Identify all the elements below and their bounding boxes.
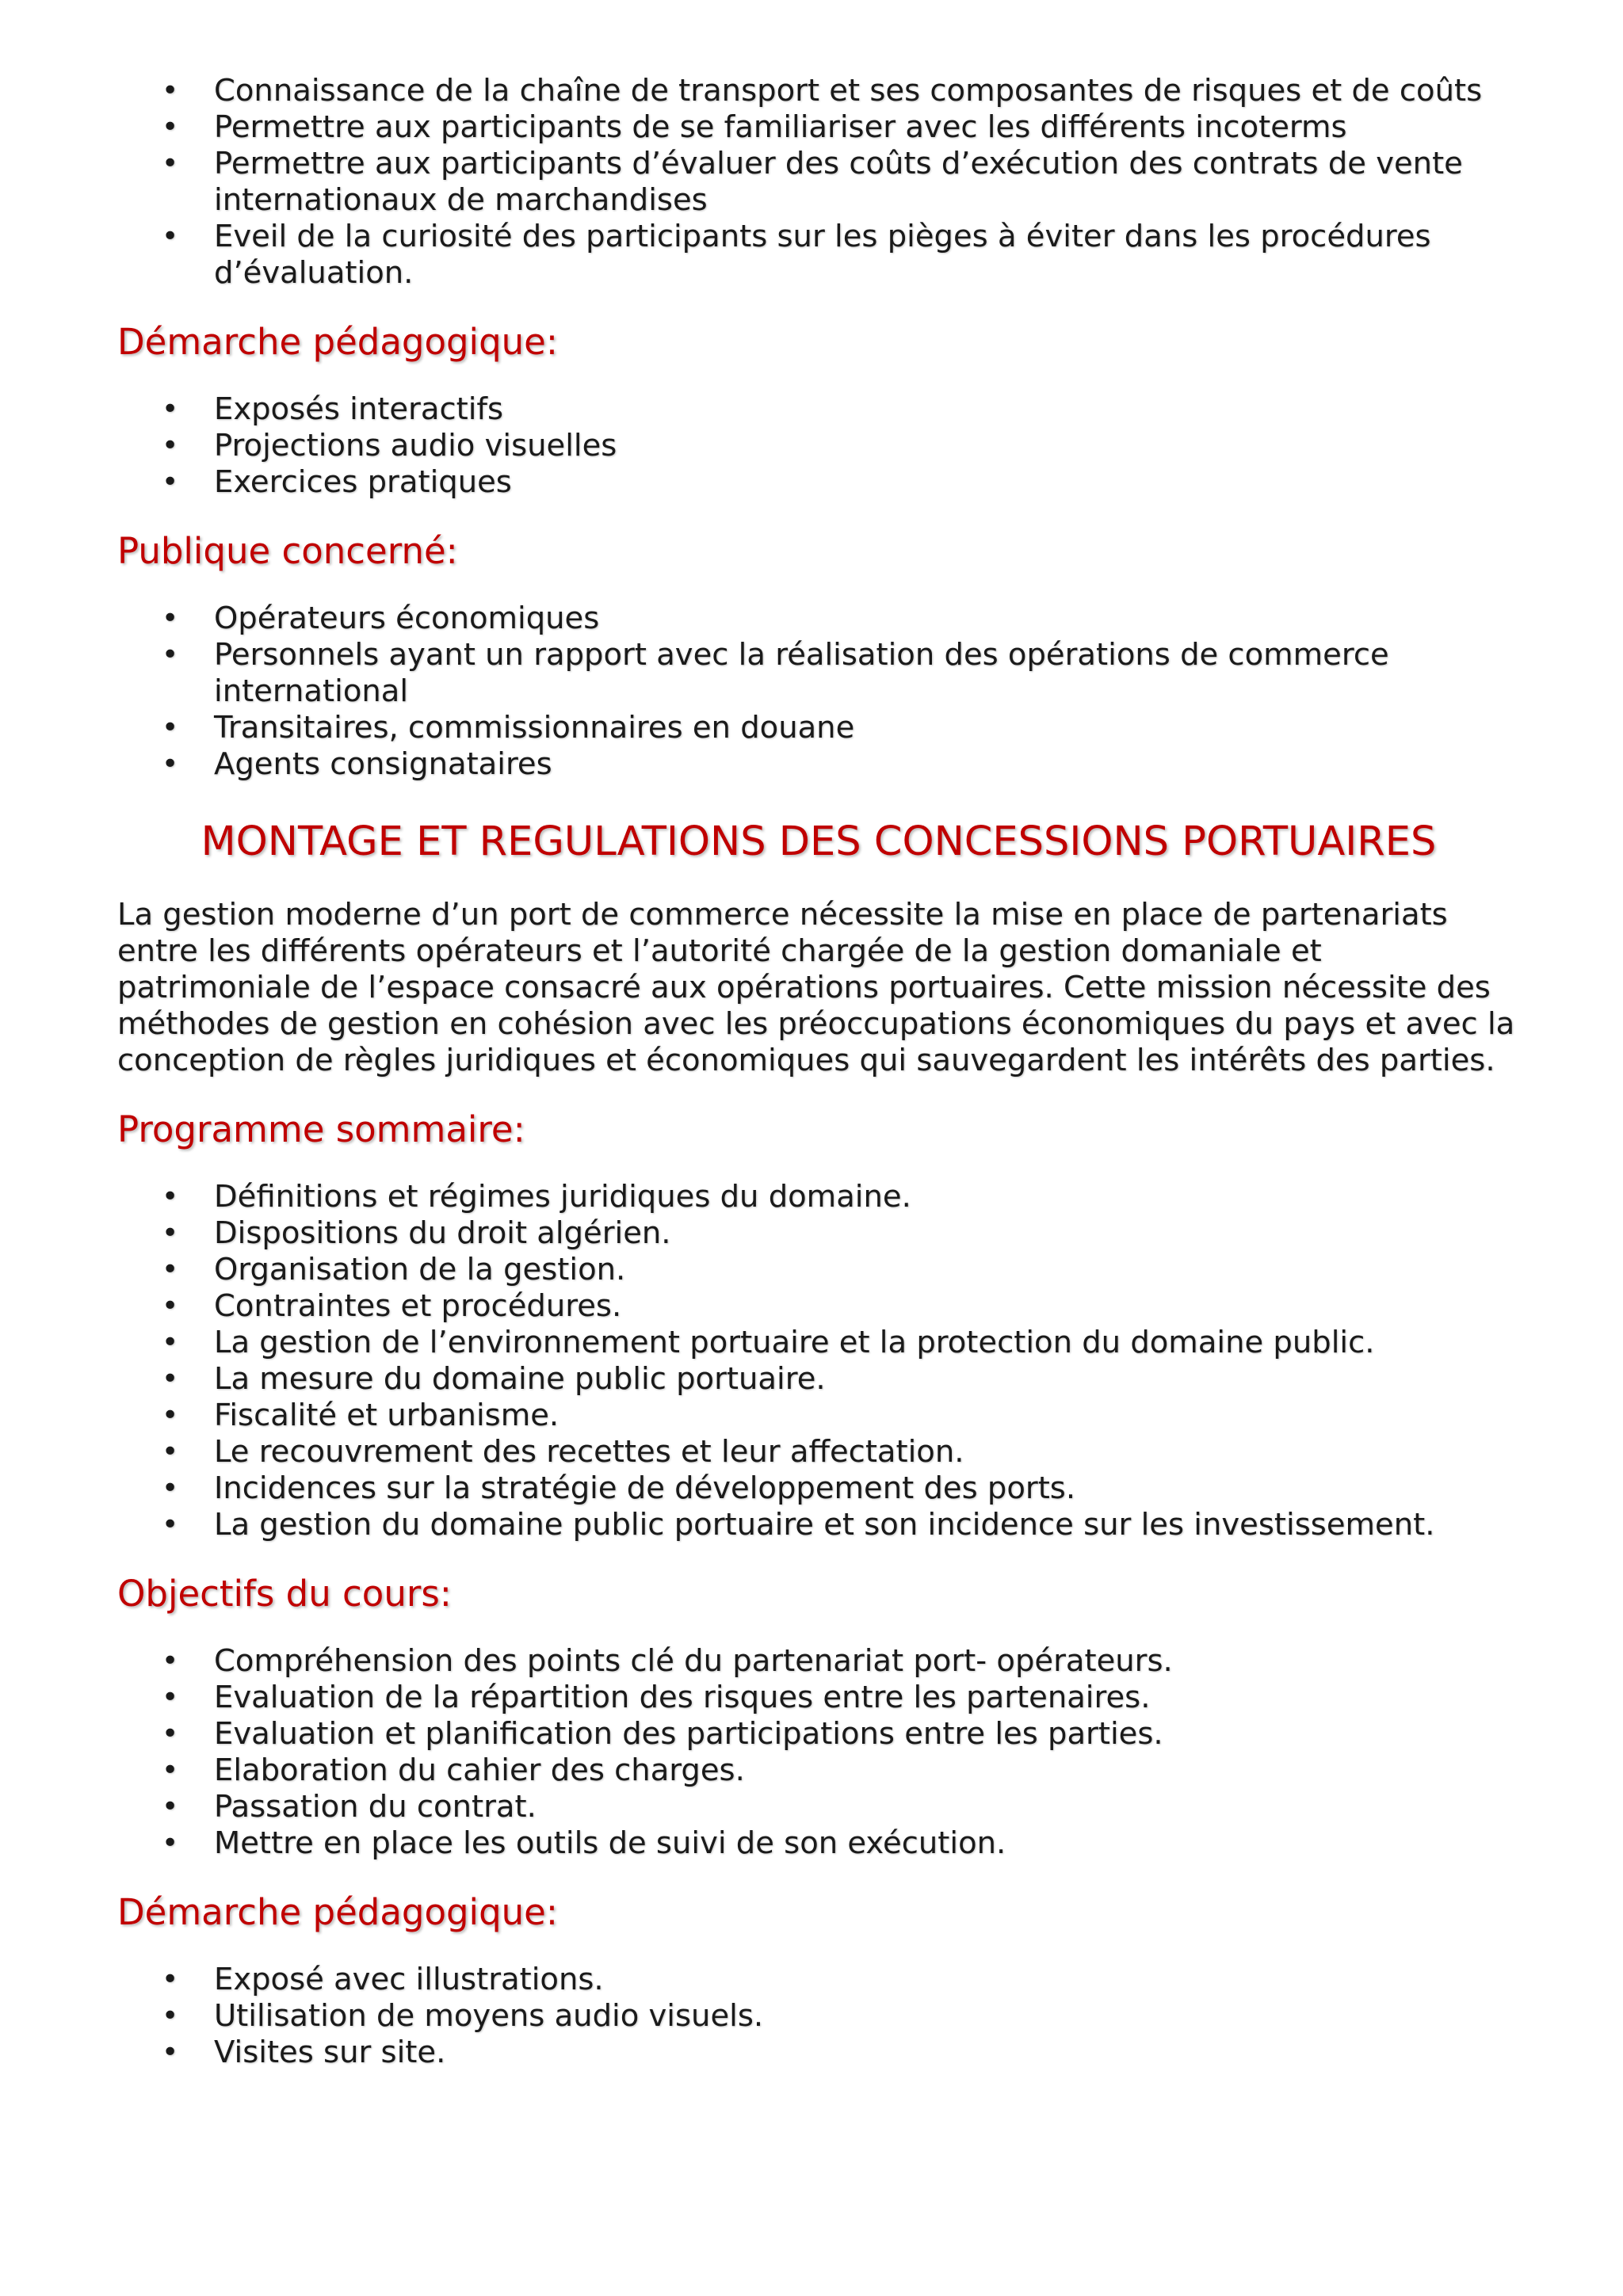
programme-sommaire-list [117, 1179, 1520, 1543]
list-item: • Permettre aux participants d’évaluer des coûts d’exécution des contrats de vente internationaux de marchandises [214, 146, 1520, 219]
list-item: • Eveil de la curiosité des participants sur les pièges à éviter dans les procédures d’évaluation. [214, 219, 1520, 292]
list-item: • Le recouvrement des recettes et leur affectation. [214, 1434, 1520, 1470]
list-item: • Incidences sur la stratégie de développement des ports. [214, 1470, 1520, 1507]
section-title: MONTAGE ET REGULATIONS DES CONCESSIONS PORTUAIRES [200, 818, 1437, 865]
intro-bullet-list [117, 73, 1520, 292]
list-item: • Permettre aux participants de se familiariser avec les différents incoterms [214, 109, 1520, 146]
list-item: • Passation du contrat. [214, 1789, 1520, 1825]
list-item: • Agents consignataires [214, 746, 1520, 783]
list-item: • Dispositions du droit algérien. [214, 1215, 1520, 1252]
list-item: • La mesure du domaine public portuaire. [214, 1361, 1520, 1398]
list-item: • Exposés interactifs [214, 391, 1520, 428]
demarche-pedagogique-list-2 [117, 1962, 1520, 2071]
list-item: • Mettre en place les outils de suivi de son exécution. [214, 1825, 1520, 1862]
list-item: • Visites sur site. [214, 2035, 1520, 2071]
list-item: • Transitaires, commissionnaires en douane [214, 710, 1520, 746]
list-item: • Evaluation et planification des participations entre les parties. [214, 1716, 1520, 1753]
list-item: • La gestion de l’environnement portuaire et la protection du domaine public. [214, 1325, 1520, 1361]
list-item: • Organisation de la gestion. [214, 1252, 1520, 1288]
objectifs-du-cours-heading: Objectifs du cours: [117, 1573, 452, 1615]
list-item: • Exercices pratiques [214, 464, 1520, 501]
list-item: • Exposé avec illustrations. [214, 1962, 1520, 1998]
section-intro-paragraph: La gestion moderne d’un port de commerce nécessite la mise en place de partenariats entre les différents opérateurs et l’autorité chargée de la gestion domaniale et patrimoniale de l’espace consacré aux opérations portuaires. Cette mission nécessite des méthodes de gestion en cohésion avec les préoccupations économiques du pays et avec la conception de règles juridiques et économiques qui sauvegardent les intérêts des parties. [117, 897, 1515, 1078]
list-item: • Compréhension des points clé du partenariat port- opérateurs. [214, 1643, 1520, 1680]
list-item: • Projections audio visuelles [214, 428, 1520, 464]
demarche-pedagogique-heading-2: Démarche pédagogique: [117, 1891, 558, 1933]
list-item: • Personnels ayant un rapport avec la réalisation des opérations de commerce international [214, 637, 1520, 710]
publique-concerne-list [117, 601, 1520, 783]
list-item: • Utilisation de moyens audio visuels. [214, 1998, 1520, 2035]
list-item: • Définitions et régimes juridiques du domaine. [214, 1179, 1520, 1215]
programme-sommaire-heading: Programme sommaire: [117, 1108, 525, 1150]
list-item: • Fiscalité et urbanisme. [214, 1398, 1520, 1434]
list-item: • Elaboration du cahier des charges. [214, 1753, 1520, 1789]
demarche-pedagogique-list [117, 391, 1520, 501]
list-item: • Opérateurs économiques [214, 601, 1520, 637]
objectifs-du-cours-list [117, 1643, 1520, 1862]
list-item: • Contraintes et procédures. [214, 1288, 1520, 1325]
demarche-pedagogique-heading: Démarche pédagogique: [117, 321, 558, 363]
list-item: • La gestion du domaine public portuaire et son incidence sur les investissement. [214, 1507, 1520, 1543]
list-item: • Connaissance de la chaîne de transport et ses composantes de risques et de coûts [214, 73, 1520, 109]
list-item: • Evaluation de la répartition des risques entre les partenaires. [214, 1680, 1520, 1716]
document-page [117, 73, 1520, 2071]
publique-concerne-heading: Publique concerné: [117, 530, 458, 572]
